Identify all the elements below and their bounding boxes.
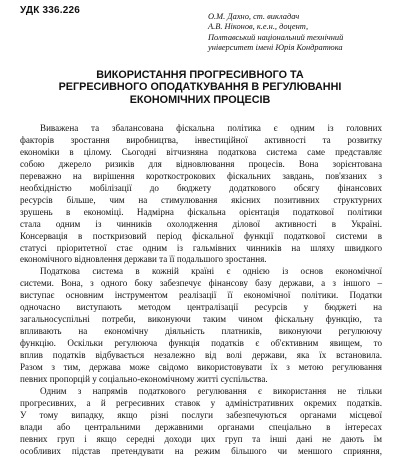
text-line: економічного відновлення держави та її подальшого зростання. [20,254,267,265]
author-block [208,12,343,54]
author-affiliation-line: університет імені Юрія Кондратюка [208,43,343,53]
text-line: виступає основним інструментом реалізації її економічної політики. Податки [20,290,382,301]
text-line: певних груп і якщо середні доходи цих груп та інші дані не дають їм [20,433,382,444]
text-line: собою джерело ризиків для відновлювання процесів. Вона зорієнтована [20,158,382,169]
author-line: О.М. Дахно, ст. викладач [208,12,300,21]
text-line: переважно на вирішення короткострокових фіскальних завдань, пов'язаних з [20,170,382,181]
title-line: РЕГРЕСИВНОГО ОПОДАТКУВАННЯ В РЕГУЛЮВАННІ [58,81,342,94]
text-line: необхідністю мобілізації до бюджету додаткового обсягу фінансових [20,182,382,193]
paragraph-2 [20,266,382,386]
text-line: Виважена та збалансована фіскальна політика є одним із головних [40,123,382,133]
text-line: Одним з напрямів податкового регулювання є використання не тільки [40,385,382,396]
author-affiliation-line: Полтавський національний технічний [208,32,344,42]
text-line: економіки в цілому. Сьогодні вітчизняна податкова система саме представляє [20,146,382,157]
article-title [20,69,380,106]
text-line: одночасно виступають методом централізації ресурсів у бюджеті на [20,302,382,313]
text-line: статусі пріоритетної стає одним із гальмівних чинників на шляху швидкого [20,242,382,253]
text-line: загальносуспільні потреби, виконуючи таким чином фіскальну функцію, та [20,314,382,325]
text-line: ресурсів більше, чим на стимулювання якісних позитивних структурних [20,194,382,205]
text-line: особливих підстав претендувати на режим більшого чи меншого сприяння, [20,445,382,456]
text-line: факторів зростання виробництва, інвестиційної активності та розвитку [20,134,382,145]
text-line: У тому випадку, якщо різні послуги забезпечуються органами місцевої [20,409,382,420]
text-line: прогресивних, а й регресивних ставок у адміністративних окремих податків. [20,397,382,408]
title-line: ВИКОРИСТАННЯ ПРОГРЕСИВНОГО ТА [96,69,304,81]
paragraph-1 [20,123,382,266]
text-line: функцію. Оскільки регулююча функція податків є об'єктивним явищем, то [20,338,382,349]
text-line: вплив податків відбувається незалежно від волі держави, яка їх встановила. [20,350,382,361]
paragraph-3 [20,386,382,458]
text-line: системи. Вона, з одного боку забезпечує фінансову базу держави, а з іншого – [20,278,382,289]
text-line: певних пропорцій у соціально-економічному житті суспільства. [20,374,268,385]
text-line: Консервація в посткризовий період фіскальної функції податкової системи в [20,230,382,241]
text-line: Податкова система в кожній країні є однією із основ економічної [40,266,382,277]
text-line: влади або центральними державними органами спеціально в інтересах [20,421,382,432]
text-line: Разом з тим, держава може свідомо використовувати їх з метою регулювання [20,362,382,373]
title-line: ЕКОНОМІЧНИХ ПРОЦЕСІВ [129,93,271,106]
text-line: зрушень в економіці. Надмірна фіскальна орієнтація податкової політики [20,206,382,217]
text-line: стала одним із чинників охолодження ділової активності в Україні. [20,218,382,229]
udk-code: УДК 336.226 [20,5,81,16]
article-body [20,123,382,458]
text-line: впливають на економічну діяльність платників, виконуючи регулюючу [20,326,382,337]
author-line: А.В. Ніконов, к.е.н., доцент, [208,22,309,32]
